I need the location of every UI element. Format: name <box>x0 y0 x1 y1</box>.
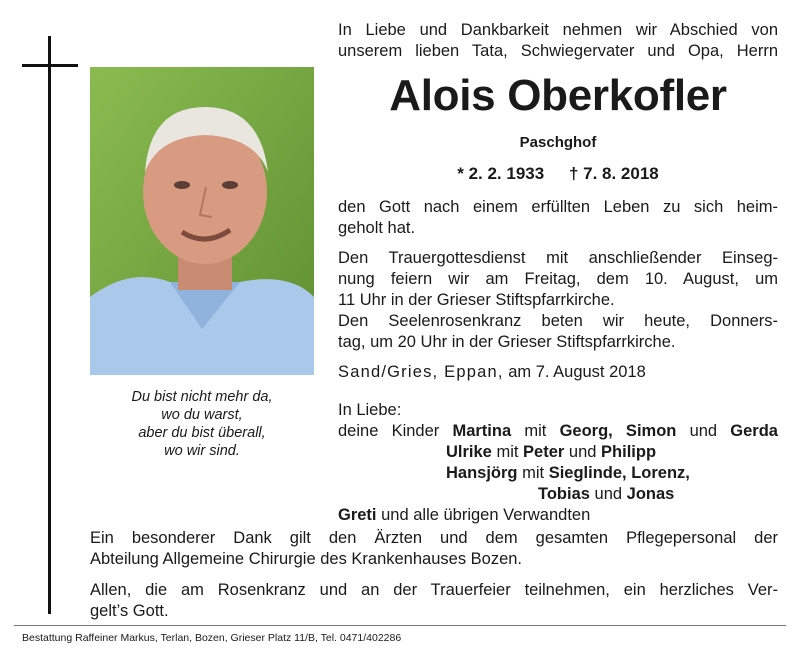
service-line: Den Seelenrosenkranz beten wir heute, Donners- <box>338 312 778 330</box>
deceased-name: Alois Oberkofler <box>389 71 727 120</box>
family-member: Hansjörg <box>446 464 518 482</box>
death-line: geholt hat. <box>338 219 416 237</box>
service-info <box>338 248 778 353</box>
family-member: Georg, Simon <box>559 422 677 440</box>
family-member: Tobias <box>538 485 590 503</box>
family-member: Sieglinde, Lorenz, <box>548 464 690 482</box>
family-line <box>338 421 778 442</box>
cross-icon <box>48 36 51 614</box>
family-member: Jonas <box>626 485 675 503</box>
intro-text <box>338 20 778 62</box>
family-line <box>338 484 778 505</box>
poem-line: wo du warst, <box>161 407 243 423</box>
footer-divider <box>14 625 786 626</box>
intro-line: unserem lieben Tata, Schwiegervater und Opa, Herrn <box>338 42 778 60</box>
poem <box>100 388 304 460</box>
closing-text <box>90 580 778 622</box>
closing-line: Allen, die am Rosenkranz und an der Trauerfeier teilnehmen, ein herzliches Ver- <box>90 581 778 599</box>
family-rest: und alle übrigen Verwandten <box>381 506 591 524</box>
portrait-photo <box>90 67 314 375</box>
death-date: † 7. 8. 2018 <box>568 164 659 183</box>
family-joiner: und <box>568 443 597 461</box>
life-dates <box>338 164 778 184</box>
funeral-home-footer: Bestattung Raffeiner Markus, Terlan, Bozen, Grieser Platz 11/B, Tel. 0471/402286 <box>22 632 402 644</box>
family-label: In Liebe: <box>338 401 402 419</box>
family-member: Gerda <box>730 422 778 440</box>
birth-date: * 2. 2. 1933 <box>457 164 545 183</box>
cross-icon-bar <box>22 64 78 67</box>
service-line: nung feiern wir am Freitag, dem 10. August, um <box>338 270 778 288</box>
poem-line: aber du bist überall, <box>138 425 266 441</box>
service-line: 11 Uhr in der Grieser Stiftspfarrkirche. <box>338 291 615 309</box>
farm-name: Paschghof <box>519 134 597 151</box>
family-member: Ulrike <box>446 443 492 461</box>
thanks-text <box>90 528 778 570</box>
family-member: Martina <box>452 422 512 440</box>
family-member: Peter <box>523 443 565 461</box>
family-joiner: und <box>594 485 623 503</box>
service-line: tag, um 20 Uhr in der Grieser Stiftspfarrkirche. <box>338 333 676 351</box>
sign-place: Sand/Gries, Eppan, <box>338 363 504 381</box>
family-joiner: mit <box>496 443 519 461</box>
family-line <box>338 505 778 526</box>
family-list <box>338 400 778 526</box>
thanks-line: Ein besonderer Dank gilt den Ärzten und dem gesamten Pflegepersonal der <box>90 529 778 547</box>
death-line: den Gott nach einem erfüllten Leben zu sich heim- <box>338 198 778 216</box>
poem-line: Du bist nicht mehr da, <box>131 389 273 405</box>
sign-date: am 7. August 2018 <box>508 363 646 381</box>
service-line: Den Trauergottesdienst mit anschließender Einseg- <box>338 249 778 267</box>
closing-line: gelt’s Gott. <box>90 602 169 620</box>
intro-line: In Liebe und Dankbarkeit nehmen wir Abschied von <box>338 21 778 39</box>
family-joiner: mit <box>524 422 547 440</box>
poem-line: wo wir sind. <box>164 443 240 459</box>
family-line <box>338 442 778 463</box>
family-member: Greti <box>338 506 377 524</box>
family-member: Philipp <box>601 443 657 461</box>
family-joiner: und <box>689 422 718 440</box>
family-joiner: mit <box>522 464 545 482</box>
family-line <box>338 463 778 484</box>
signature-line <box>338 362 778 383</box>
thanks-line: Abteilung Allgemeine Chirurgie des Krankenhauses Bozen. <box>90 550 523 568</box>
family-prefix: deine Kinder <box>338 422 440 440</box>
death-text <box>338 197 778 239</box>
